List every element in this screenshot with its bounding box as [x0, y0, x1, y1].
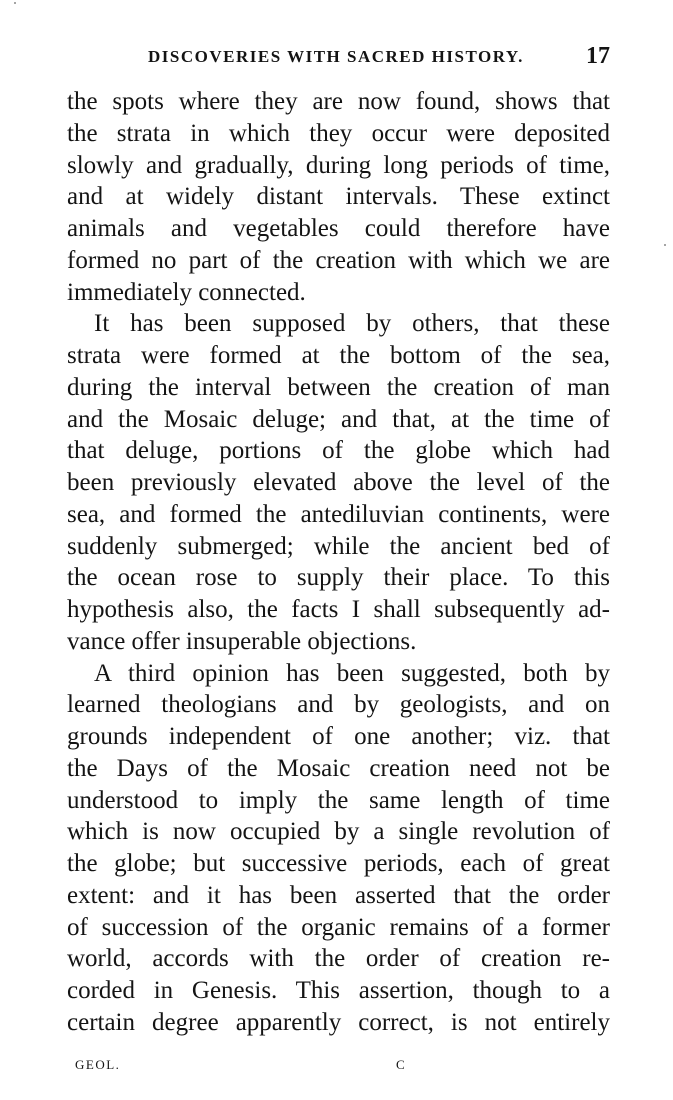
- text-line: certain degree apparently correct, is not entirely: [67, 1008, 610, 1036]
- text-line: been previously elevated above the level of the: [67, 469, 610, 496]
- text-line: suddenly submerged; while the ancient bed of: [67, 532, 610, 560]
- text-line: A third opinion has been suggested, both by: [94, 659, 610, 687]
- text-line: animals and vegetables could therefore have: [67, 215, 610, 242]
- text-line: and at widely distant intervals. These extinct: [67, 183, 610, 211]
- text-line: which is now occupied by a single revolution of: [67, 818, 610, 846]
- text-line: the globe; but successive periods, each of great: [67, 850, 610, 877]
- gathering-letter: C: [396, 1057, 407, 1072]
- text-line: formed no part of the creation with which we are: [67, 246, 610, 274]
- signature-mark: GEOL.: [75, 1057, 121, 1072]
- text-line: the ocean rose to supply their place. To this: [67, 564, 610, 592]
- text-line: extent: and it has been asserted that the order: [67, 881, 610, 909]
- paragraph: [67, 86, 610, 308]
- paper-speck: [14, 2, 16, 4]
- text-line: It has been supposed by others, that these: [94, 310, 610, 338]
- text-line: of succession of the organic remains of a former: [67, 913, 610, 941]
- paragraph: [67, 658, 610, 1039]
- text-line: world, accords with the order of creation re-: [67, 945, 610, 973]
- paper-speck: [664, 244, 666, 246]
- text-line: vance offer insuperable objections.: [67, 627, 417, 655]
- text-line: hypothesis also, the facts I shall subsequently ad-: [67, 596, 610, 623]
- text-line: strata were formed at the bottom of the sea,: [67, 342, 610, 369]
- text-line: sea, and formed the antediluvian continents, were: [67, 500, 610, 528]
- paragraph: [67, 308, 610, 657]
- text-line: learned theologians and by geologists, and on: [67, 691, 610, 719]
- text-line: grounds independent of one another; viz. that: [67, 723, 610, 750]
- body-text: [67, 86, 610, 1039]
- text-line: corded in Genesis. This assertion, though to a: [67, 977, 610, 1004]
- page-number: 17: [586, 43, 610, 69]
- text-line: immediately connected.: [67, 278, 306, 306]
- text-line: understood to imply the same length of time: [67, 786, 610, 814]
- running-head: [148, 43, 610, 77]
- text-line: and the Mosaic deluge; and that, at the time of: [67, 405, 610, 433]
- text-line: the strata in which they occur were deposited: [67, 119, 610, 147]
- text-line: slowly and gradually, during long periods of time,: [67, 151, 610, 179]
- running-title: DISCOVERIES WITH SACRED HISTORY.: [148, 47, 524, 66]
- text-line: the spots where they are now found, shows that: [67, 88, 610, 115]
- text-line: that deluge, portions of the globe which had: [67, 437, 610, 465]
- page-footer: [0, 1057, 673, 1081]
- text-line: during the interval between the creation of man: [67, 373, 610, 401]
- text-line: the Days of the Mosaic creation need not be: [67, 754, 610, 782]
